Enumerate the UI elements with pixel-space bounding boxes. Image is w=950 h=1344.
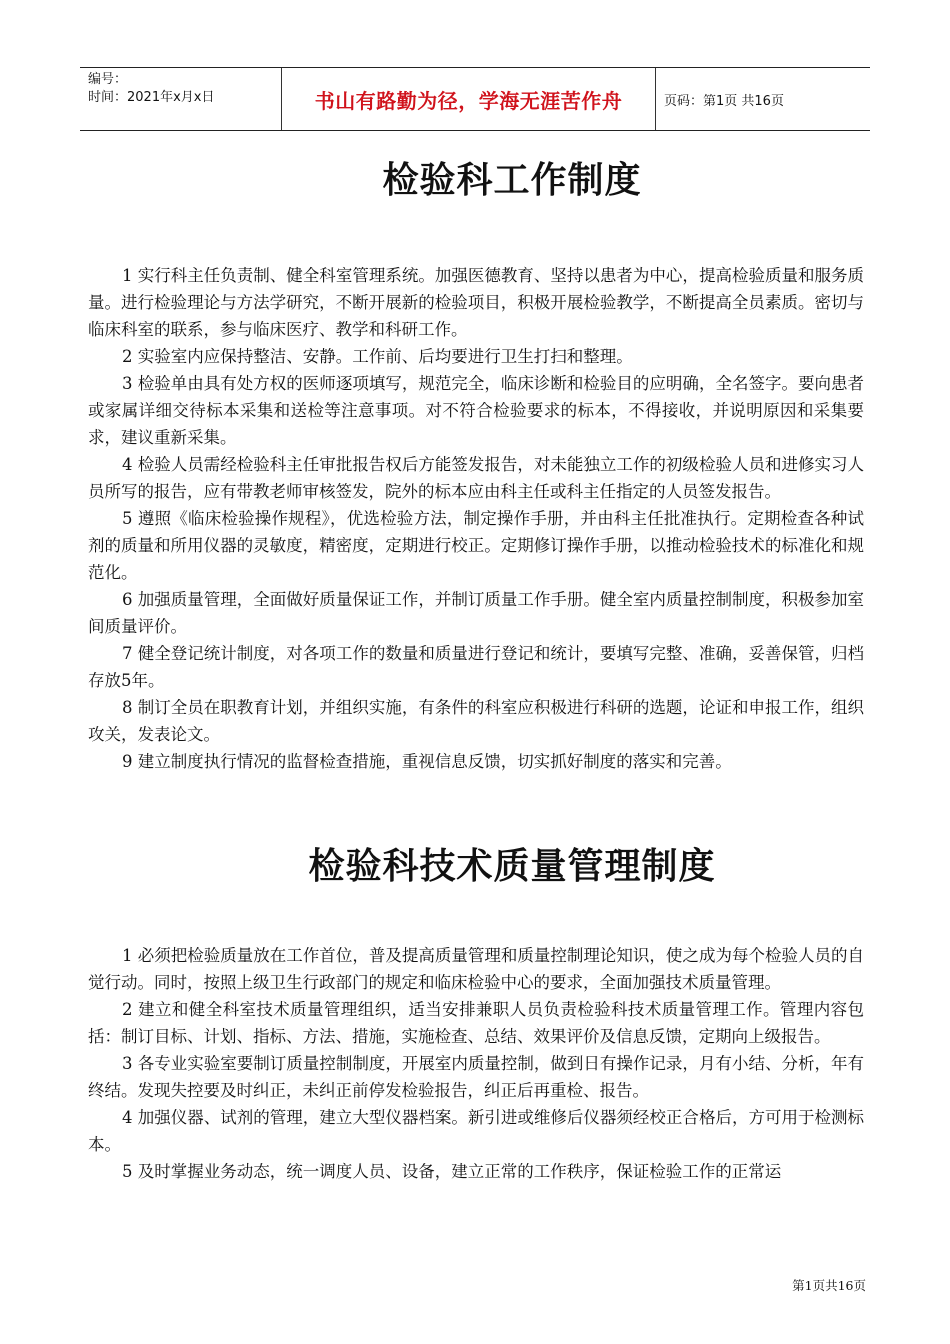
paragraph: 8 制订全员在职教育计划，并组织实施，有条件的科室应积极进行科研的选题，论证和申报工作，组织攻关，发表论文。 bbox=[88, 698, 864, 744]
paragraph: 3 检验单由具有处方权的医师逐项填写，规范完全，临床诊断和检验目的应明确，全名签字。要向患者或家属详细交待标本采集和送检等注意事项。对不符合检验要求的标本，不得接收，并说明原因和采集要求，建议重新采集。 bbox=[88, 374, 864, 447]
page-footer: 第1页共16页 bbox=[792, 1278, 866, 1293]
header-info-cell bbox=[80, 68, 282, 130]
section-title-lab-work-rules: 检验科工作制度 bbox=[382, 160, 642, 201]
section-body-lab-work-rules bbox=[88, 262, 864, 775]
paragraph: 6 加强质量管理，全面做好质量保证工作，并制订质量工作手册。健全室内质量控制制度，积极参加室间质量评价。 bbox=[88, 590, 864, 636]
paragraph: 1 实行科主任负责制、健全科室管理系统。加强医德教育、坚持以患者为中心，提高检验质量和服务质量。进行检验理论与方法学研究，不断开展新的检验项目，积极开展检验教学，不断提高全员素质。密切与临床科室的联系，参与临床医疗、教学和科研工作。 bbox=[88, 266, 864, 339]
paragraph: 1 必须把检验质量放在工作首位，普及提高质量管理和质量控制理论知识，使之成为每个检验人员的自觉行动。同时，按照上级卫生行政部门的规定和临床检验中心的要求，全面加强技术质量管理。 bbox=[88, 946, 864, 992]
section-title-quality-management: 检验科技术质量管理制度 bbox=[308, 846, 716, 887]
document-number-label: 编号： bbox=[88, 72, 128, 87]
paragraph: 2 实验室内应保持整洁、安静。工作前、后均要进行卫生打扫和整理。 bbox=[122, 347, 633, 366]
paragraph: 4 检验人员需经检验科主任审批报告权后方能签发报告，对未能独立工作的初级检验人员和进修实习人员所写的报告，应有带教老师审核签发，院外的标本应由科主任或科主任指定的人员签发报告。 bbox=[88, 455, 864, 501]
paragraph: 9 建立制度执行情况的监督检查措施，重视信息反馈，切实抓好制度的落实和完善。 bbox=[122, 752, 732, 771]
document-time-label: 时间：2021年x月x日 bbox=[88, 90, 215, 105]
section-body-quality-management bbox=[88, 942, 864, 1185]
header-page-info: 页码：第1页 共16页 bbox=[664, 93, 784, 109]
paragraph: 5 遵照《临床检验操作规程》，优选检验方法，制定操作手册，并由科主任批准执行。定期检查各种试剂的质量和所用仪器的灵敏度，精密度，定期进行校正。定期修订操作手册，以推动检验技术的标准化和规范化。 bbox=[88, 509, 864, 582]
paragraph: 7 健全登记统计制度，对各项工作的数量和质量进行登记和统计，要填写完整、准确，妥善保管，归档存放5年。 bbox=[88, 644, 864, 690]
paragraph: 3 各专业实验室要制订质量控制制度，开展室内质量控制，做到日有操作记录，月有小结、分析，年有终结。发现失控要及时纠正，未纠正前停发检验报告，纠正后再重检、报告。 bbox=[88, 1054, 864, 1100]
header-table bbox=[80, 67, 870, 131]
paragraph: 4 加强仪器、试剂的管理，建立大型仪器档案。新引进或维修后仪器须经校正合格后，方可用于检测标本。 bbox=[88, 1108, 864, 1154]
paragraph: 2 建立和健全科室技术质量管理组织，适当安排兼职人员负责检验科技术质量管理工作。管理内容包括：制订目标、计划、指标、方法、措施，实施检查、总结、效果评价及信息反馈，定期向上级报告。 bbox=[88, 1000, 864, 1046]
header-motto: 书山有路勤为径，学海无涯苦作舟 bbox=[282, 68, 656, 130]
paragraph: 5 及时掌握业务动态，统一调度人员、设备，建立正常的工作秩序，保证检验工作的正常运 bbox=[122, 1162, 782, 1181]
